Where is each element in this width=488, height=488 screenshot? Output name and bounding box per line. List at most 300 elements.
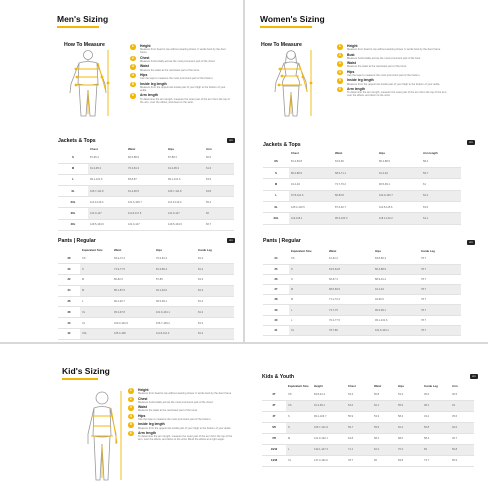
table-row: [262, 389, 474, 400]
table-cell: 87-95.4: [88, 152, 126, 163]
table-cell: 102.9-106.7: [377, 190, 421, 201]
table-cell: 68.6: [396, 433, 422, 444]
size-label-cell: 27: [263, 285, 289, 295]
size-label-cell: S: [58, 152, 88, 163]
kids-youth-title: Kids & Youth: [262, 374, 295, 380]
womens-jackets-title: Jackets & Tops: [263, 142, 301, 148]
table-cell: 66.7: [204, 219, 234, 230]
table-cell: 71.1-72.4: [327, 295, 373, 305]
kids-title-underline: [62, 378, 98, 380]
column-header: Waist: [335, 151, 343, 155]
table-cell: 71.1: [346, 444, 372, 455]
table-row: [263, 190, 461, 201]
table-cell: 91.4-95.3: [166, 163, 204, 174]
size-label-cell: 24: [263, 254, 289, 264]
table-cell: 94-96.5: [373, 295, 419, 305]
table-row: [263, 167, 461, 178]
table-cell: 82.5-88.9: [126, 152, 166, 163]
table-cell: 61-62.2: [327, 254, 373, 264]
table-cell: 91.4-96.5: [126, 186, 166, 197]
column-header: Inside Leg: [421, 249, 435, 253]
table-cell: 90.2-92.7: [112, 296, 154, 307]
table-cell: 78.7: [419, 315, 461, 325]
table-cell: 69.9-72.4: [112, 253, 154, 264]
womens-body-figure: [265, 48, 317, 120]
table-cell: 59.7: [421, 167, 461, 178]
measure-item-hips: 4 Hips Use the tape to measure the most prominent part of the bottom.: [129, 413, 212, 421]
table-cell: 80-82.6: [112, 275, 154, 286]
column-header: Chest: [291, 151, 299, 155]
table-cell: 92.1-94.6: [154, 285, 196, 296]
table-row: [58, 163, 234, 174]
table-row: [263, 325, 461, 335]
table-cell: S: [289, 264, 327, 274]
size-label-cell: 4XL: [58, 219, 88, 230]
table-cell: 81.3: [196, 307, 234, 318]
size-label-cell: 30: [263, 315, 289, 325]
table-cell: 61: [421, 179, 461, 190]
table-cell: 76.2-81.3: [126, 163, 166, 174]
column-header: Arm: [206, 147, 212, 151]
mens-how-to-measure: How To Measure: [64, 42, 105, 48]
table-cell: 35.6: [422, 389, 450, 400]
table-cell: 66: [372, 455, 396, 466]
table-cell: 58.4: [396, 411, 422, 422]
table-cell: 63.5: [204, 174, 234, 185]
table-row: [263, 295, 461, 305]
table-cell: 78.7: [419, 325, 461, 335]
table-cell: S: [286, 411, 312, 422]
kids-sizing-panel: [0, 344, 488, 488]
table-cell: 63.5: [421, 202, 461, 213]
column-header: Inside Leg: [198, 248, 212, 252]
table-cell: 43.2: [422, 411, 450, 422]
table-cell: 99.1-101.6: [373, 315, 419, 325]
column-header: Waist: [374, 384, 382, 388]
table-cell: 63.5-66: [333, 156, 377, 167]
table-row: [262, 400, 474, 411]
table-cell: 62.2: [421, 190, 461, 201]
table-cell: M: [289, 285, 327, 295]
womens-sizing-panel: [245, 0, 488, 342]
table-cell: 73.7: [422, 455, 450, 466]
table-cell: 81.3: [196, 264, 234, 275]
table-row: [263, 202, 461, 213]
size-label-cell: 34: [58, 285, 80, 296]
table-cell: S: [80, 264, 112, 275]
table-cell: 106.7-111.8: [166, 186, 204, 197]
table-cell: 81.3: [196, 318, 234, 329]
table-cell: 52.1: [372, 400, 396, 411]
table-cell: 118.1-123.2: [377, 213, 421, 224]
table-cell: 35.6: [450, 411, 474, 422]
table-row: [263, 156, 461, 167]
table-cell: 83.8-91.4: [312, 389, 346, 400]
table-cell: 78.7: [419, 264, 461, 274]
size-label-cell: XL: [263, 202, 289, 213]
size-label-cell: L: [58, 174, 88, 185]
table-cell: 81.3: [196, 253, 234, 264]
table-row: [58, 264, 234, 275]
table-row: [263, 315, 461, 325]
measure-item-height: 1 Height Measure from head to toe without wearing shoes. It works best by the door frame.: [131, 44, 226, 55]
table-cell: 101.6-106.7: [126, 197, 166, 208]
mens-jackets-table: [58, 146, 234, 231]
table-cell: 78.7: [419, 295, 461, 305]
table-cell: 50.8: [450, 444, 474, 455]
table-cell: 101.6-104.1: [154, 307, 196, 318]
measure-item-hips: 4 Hips Use the tape to measure the most prominent part of the bottom.: [131, 72, 214, 81]
table-cell: 58.4: [421, 156, 461, 167]
table-cell: 96.5-99.1: [373, 305, 419, 315]
size-label-cell: XXL: [263, 213, 289, 224]
table-cell: 54.6: [346, 400, 372, 411]
table-cell: 76.2-77.5: [327, 315, 373, 325]
kids-measure-list: [128, 388, 234, 443]
mens-pants-unit-badge[interactable]: cm: [227, 238, 235, 243]
table-cell: 114.3-119.4: [88, 197, 126, 208]
measure-item-inside-leg: 5 Inside leg length Measure from the uppermost inside part of your thigh to the bottom of your ankle.: [129, 422, 232, 430]
table-cell: XS: [289, 254, 327, 264]
table-cell: 83.8-86.4: [373, 254, 419, 264]
table-cell: 106.7-111.8: [88, 186, 126, 197]
table-cell: 83.8-87: [126, 174, 166, 185]
size-label-cell: 31: [263, 325, 289, 335]
size-label-cell: 2T: [262, 389, 286, 400]
mens-sizing-panel: [0, 0, 243, 342]
table-row: [58, 275, 234, 286]
mens-jackets-title: Jackets & Tops: [58, 138, 96, 144]
table-row: [262, 455, 474, 466]
table-cell: 121.9-127: [126, 219, 166, 230]
table-cell: 63.5-64.8: [327, 264, 373, 274]
womens-jackets-table: [263, 150, 461, 225]
table-cell: 66-67.3: [327, 274, 373, 284]
size-label-cell: S: [263, 167, 289, 178]
table-cell: XL: [289, 325, 327, 335]
column-header: Waist: [114, 248, 122, 252]
table-cell: 33: [450, 400, 474, 411]
table-cell: 87-89: [154, 275, 196, 286]
table-cell: 53.3: [372, 411, 396, 422]
table-cell: 87.6-92.7: [333, 202, 377, 213]
measure-item-inside-leg: 5 Inside leg length Measure from the uppermost inside part of your thigh to the bottom of your ankle.: [338, 78, 441, 86]
table-cell: XL: [80, 307, 112, 318]
table-cell: 58.4: [372, 433, 396, 444]
size-label-cell: 5/6: [262, 422, 286, 433]
table-cell: 78.7: [419, 285, 461, 295]
mens-title-underline: [57, 26, 99, 28]
table-cell: 83.8: [396, 455, 422, 466]
table-cell: 65.4: [204, 197, 234, 208]
table-row: [58, 208, 234, 219]
table-cell: 113-118.1: [289, 213, 333, 224]
table-cell: 76.2: [396, 444, 422, 455]
size-label-cell: 28: [263, 295, 289, 305]
table-cell: 60.6: [204, 152, 234, 163]
table-cell: 66: [204, 208, 234, 219]
table-cell: L: [286, 444, 312, 455]
table-cell: 96.5-99.1: [154, 296, 196, 307]
table-cell: XS: [286, 400, 312, 411]
kids-youth-unit-badge[interactable]: cm: [470, 374, 478, 379]
table-cell: L: [289, 315, 327, 325]
table-cell: 86.4-88.9: [289, 167, 333, 178]
womens-jackets-unit-badge[interactable]: cm: [467, 140, 475, 145]
size-label-cell: 3XL: [58, 208, 88, 219]
measure-item-arm: 6 Arm length To determine the arm length, measure the outer part of the arm from the top of the arm, over the elbow, and down to the wrist.: [131, 93, 230, 104]
mens-measure-list: [130, 44, 232, 105]
kids-body-figure: [84, 388, 124, 484]
column-header: Hips: [156, 248, 163, 252]
size-label-cell: 30: [58, 264, 80, 275]
table-row: [263, 264, 461, 274]
mens-pants-table: [58, 247, 234, 340]
table-cell: 100.3-102.9: [112, 318, 154, 329]
measure-item-waist: 3 Waist Measure the waist at the narrowest part of the torso.: [129, 405, 198, 413]
table-cell: 76.2-81.3: [154, 253, 196, 264]
measure-item-bust: 2 Bust Measure horizontally across the most prominent part of the bust.: [338, 52, 421, 60]
table-cell: 55.9: [346, 411, 372, 422]
measure-item-arm: 6 Arm length To determine the arm length, measure the outer part of the arm from the top of the arm, over the elbow, and down to the wrist.: [338, 86, 448, 98]
table-cell: 78.7: [346, 455, 372, 466]
column-header: Inside Leg: [424, 384, 438, 388]
table-cell: 55.9: [396, 400, 422, 411]
table-cell: 110.5-115.6: [377, 202, 421, 213]
size-label-cell: 40: [58, 318, 80, 329]
table-row: [58, 219, 234, 230]
column-header: Hips: [375, 249, 382, 253]
table-cell: 91.4-95.3: [88, 163, 126, 174]
table-cell: 129.5-134.6: [88, 219, 126, 230]
measure-item-waist: 3 Waist Measure the waist at the narrowest part of the torso.: [131, 64, 200, 72]
table-cell: 55.9: [372, 422, 396, 433]
table-cell: 64.8: [346, 433, 372, 444]
table-cell: S: [286, 422, 312, 433]
table-cell: 59.7: [346, 422, 372, 433]
table-row: [58, 152, 234, 163]
measure-item-inside-leg: 5 Inside leg length Measure from the uppermost inside part of your thigh to the bottom of your ankle.: [131, 81, 226, 92]
column-header: Chest: [90, 147, 98, 151]
table-cell: 105.4-108: [112, 329, 154, 340]
table-cell: 99.1-106.7: [312, 411, 346, 422]
womens-pants-table: [263, 248, 461, 336]
column-header: Chest: [348, 384, 356, 388]
table-cell: 96.5-99.1: [377, 179, 421, 190]
size-label-cell: 10/12: [262, 444, 286, 455]
table-cell: M: [80, 285, 112, 296]
size-label-cell: 14/16: [262, 455, 286, 466]
table-cell: 61.6: [204, 163, 234, 174]
size-label-cell: XS: [263, 156, 289, 167]
column-header: Equivalent Size: [291, 249, 312, 253]
table-cell: 50.8: [422, 422, 450, 433]
table-cell: 121.9-127: [88, 208, 126, 219]
table-cell: 78.7: [419, 254, 461, 264]
table-cell: 99.1-101.6: [88, 174, 126, 185]
table-row: [263, 179, 461, 190]
table-cell: 91.4-99.1: [312, 400, 346, 411]
table-cell: XXL: [80, 329, 112, 340]
table-cell: 40.6: [450, 422, 474, 433]
table-cell: 121.9-132.1: [312, 433, 346, 444]
table-cell: 86.4-88.9: [377, 156, 421, 167]
mens-body-figure: [62, 48, 114, 120]
measure-item-height: 1 Height Measure from head to toe without wearing shoes. It works best by the door frame.: [129, 388, 232, 396]
table-cell: 38.1: [422, 400, 450, 411]
table-row: [58, 285, 234, 296]
table-cell: 88.9-91.4: [373, 274, 419, 284]
measure-item-arm: 6 Arm length To determine the arm length, measure the outer part of the arm from the top of the arm, over the elbow, and down to the wrist. Bend the elbow at a right angle.: [129, 430, 233, 442]
size-label-cell: 7/8: [262, 433, 286, 444]
table-cell: 106.7-109.2: [154, 318, 196, 329]
table-row: [58, 174, 234, 185]
table-cell: 111.8-117.6: [126, 208, 166, 219]
column-header: Equivalent Size: [288, 384, 309, 388]
size-label-cell: 32: [58, 275, 80, 286]
measure-item-chest: 2 Chest Measure horizontally across the most prominent part of the chest.: [131, 55, 216, 63]
table-row: [262, 411, 474, 422]
table-cell: 129.5-134.6: [166, 219, 204, 230]
table-cell: M: [286, 433, 312, 444]
table-cell: 95.3-97.8: [112, 307, 154, 318]
table-cell: 81.3-83.8: [289, 156, 333, 167]
column-header: Waist: [128, 147, 136, 151]
table-cell: L: [289, 305, 327, 315]
table-cell: 95.3-100.3: [333, 213, 377, 224]
size-label-cell: 38: [58, 307, 80, 318]
table-row: [58, 296, 234, 307]
column-header: Hips: [379, 151, 386, 155]
table-cell: 73.7-75: [327, 305, 373, 315]
table-cell: 91.4-94: [373, 285, 419, 295]
table-row: [263, 254, 461, 264]
table-cell: 64.1: [421, 213, 461, 224]
table-cell: 106.7-121.9: [312, 422, 346, 433]
table-cell: L: [80, 296, 112, 307]
table-cell: 73.7-76.2: [333, 179, 377, 190]
table-cell: 91.4-94: [289, 179, 333, 190]
mens-pants-title: Pants | Regular: [58, 238, 96, 244]
measure-item-chest: 2 Chest Measure horizontally across the most prominent part of the chest.: [129, 396, 214, 404]
womens-title: Women's Sizing: [260, 14, 325, 24]
measure-item-height: 1 Height Measure from head to toe without wearing shoes. It works best by the door frame.: [338, 44, 441, 52]
table-cell: 80-83.8: [333, 190, 377, 201]
table-cell: 81.3: [196, 329, 234, 340]
size-label-cell: 3T: [262, 400, 286, 411]
table-cell: XS: [286, 389, 312, 400]
table-row: [262, 444, 474, 455]
table-cell: 81.3-86.4: [154, 264, 196, 275]
table-cell: 58.4: [422, 433, 450, 444]
measure-item-hips: 4 Hips Use the tape to measure the most prominent part of the bottom.: [338, 69, 421, 77]
measure-item-waist: 3 Waist Measure the waist at the narrowest part of the torso.: [338, 61, 407, 69]
table-cell: M: [80, 275, 112, 286]
table-cell: 105.4-110.5: [289, 202, 333, 213]
table-cell: 62.2: [396, 422, 422, 433]
size-label-cell: L: [263, 190, 289, 201]
table-cell: 111.8-114.3: [154, 329, 196, 340]
table-row: [263, 285, 461, 295]
table-cell: S: [289, 274, 327, 284]
table-cell: 66: [422, 444, 450, 455]
size-label-cell: M: [58, 163, 88, 174]
column-header: Equivalent Size: [82, 248, 103, 252]
table-cell: 147.3-162.6: [312, 455, 346, 466]
table-row: [263, 274, 461, 284]
table-row: [263, 213, 461, 224]
table-cell: 132.1-147.3: [312, 444, 346, 455]
size-label-cell: 26: [263, 274, 289, 284]
size-label-cell: XL: [58, 186, 88, 197]
size-label-cell: 36: [58, 296, 80, 307]
kids-title: Kid's Sizing: [62, 366, 110, 376]
table-cell: 74.9-77.5: [112, 264, 154, 275]
table-row: [263, 305, 461, 315]
table-row: [58, 186, 234, 197]
table-row: [58, 253, 234, 264]
size-label-cell: XXL: [58, 197, 88, 208]
womens-how-to-measure: How To Measure: [261, 42, 302, 48]
table-cell: 68.6-71.1: [333, 167, 377, 178]
table-row: [58, 307, 234, 318]
kids-youth-table: [262, 383, 474, 467]
table-cell: 78.7: [419, 305, 461, 315]
size-label-cell: 28: [58, 253, 80, 264]
table-cell: 99.1-101.6: [166, 174, 204, 185]
column-header: Hips: [168, 147, 175, 151]
table-row: [262, 433, 474, 444]
column-header: Height: [314, 384, 323, 388]
table-cell: 81.3: [196, 296, 234, 307]
womens-measure-list: [337, 44, 449, 99]
size-label-cell: M: [263, 179, 289, 190]
table-cell: 53.3: [396, 389, 422, 400]
table-cell: XL: [286, 455, 312, 466]
table-cell: 101.6-104.1: [373, 325, 419, 335]
table-cell: M: [289, 295, 327, 305]
size-label-cell: 42: [58, 329, 80, 340]
table-cell: 68.6-69.9: [327, 285, 373, 295]
table-row: [58, 197, 234, 208]
table-cell: 85.1-87.6: [112, 285, 154, 296]
womens-pants-title: Pants | Regular: [263, 238, 301, 244]
table-cell: 81.3: [196, 285, 234, 296]
column-header: Arm: [452, 384, 458, 388]
table-cell: 53.3: [346, 389, 372, 400]
mens-title: Men's Sizing: [57, 14, 109, 24]
table-row: [262, 422, 474, 433]
table-cell: 55.9: [450, 455, 474, 466]
womens-pants-unit-badge[interactable]: cm: [467, 240, 475, 245]
size-label-cell: 4T: [262, 411, 286, 422]
table-cell: XS: [80, 253, 112, 264]
size-label-cell: 25: [263, 264, 289, 274]
table-cell: 64.8: [204, 186, 234, 197]
table-row: [58, 329, 234, 340]
table-cell: 81.3: [196, 275, 234, 286]
table-cell: 62.2: [372, 444, 396, 455]
table-cell: 78.7: [419, 274, 461, 284]
table-cell: 30.5: [450, 389, 474, 400]
table-cell: 50.8: [372, 389, 396, 400]
table-cell: 78.7-80: [327, 325, 373, 335]
mens-jackets-unit-badge[interactable]: cm: [227, 138, 235, 143]
table-cell: XL: [80, 318, 112, 329]
size-label-cell: 29: [263, 305, 289, 315]
table-cell: 97.8-101.6: [289, 190, 333, 201]
table-row: [58, 318, 234, 329]
